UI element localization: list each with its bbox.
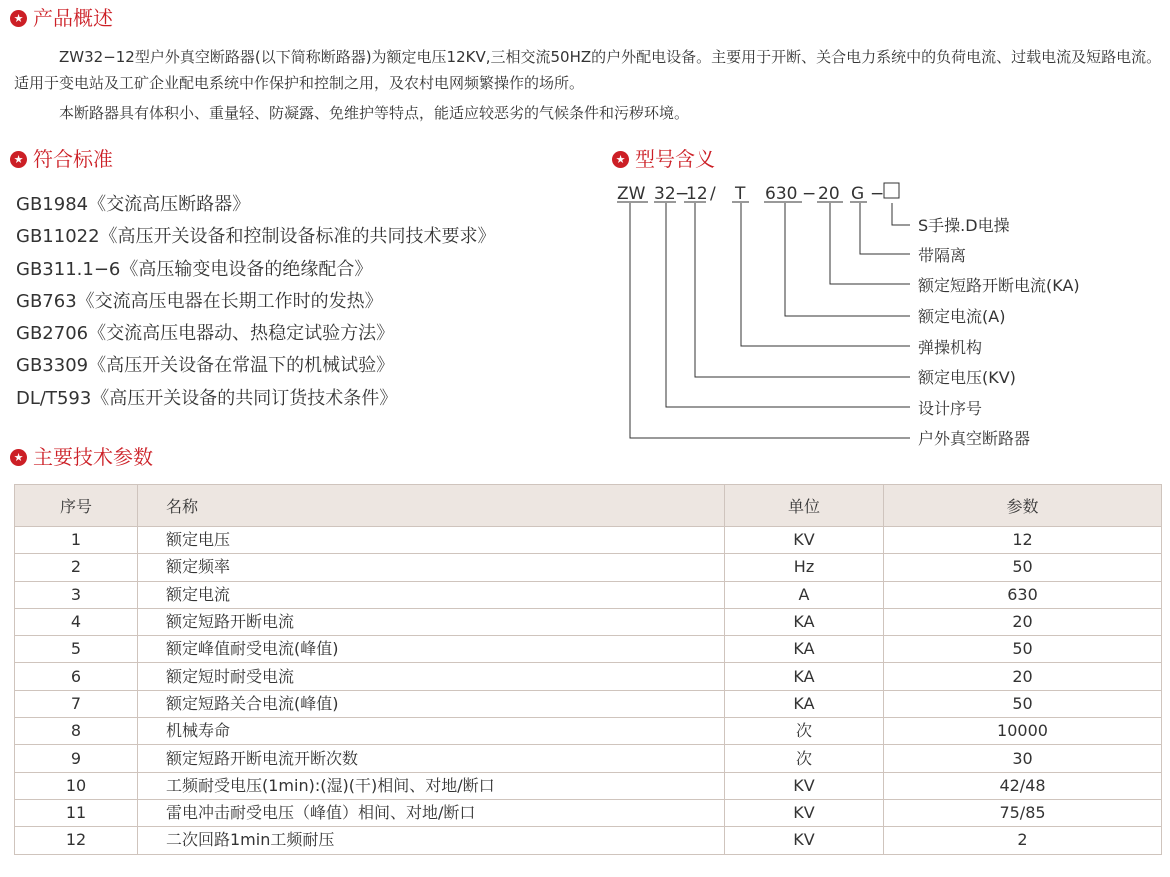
parameter-unit: KA bbox=[725, 636, 884, 663]
table-row bbox=[15, 772, 1162, 799]
parameter-name: 二次回路1min工频耐压 bbox=[138, 827, 725, 854]
table-row bbox=[15, 608, 1162, 635]
model-part: 12 bbox=[686, 184, 708, 204]
model-part: − bbox=[870, 184, 885, 204]
parameter-name: 额定频率 bbox=[138, 554, 725, 581]
row-number: 11 bbox=[15, 799, 138, 826]
parameter-value: 42/48 bbox=[884, 772, 1162, 799]
parameter-value: 50 bbox=[884, 636, 1162, 663]
column-header: 参数 bbox=[884, 485, 1162, 527]
model-label: 额定短路开断电流(KA) bbox=[918, 276, 1080, 295]
model-label: 额定电压(KV) bbox=[918, 368, 1016, 387]
parameter-unit: KV bbox=[725, 799, 884, 826]
parameter-name: 额定短时耐受电流 bbox=[138, 663, 725, 690]
standard-item: GB2706《交流高压电器动、热稳定试验方法》 bbox=[16, 323, 395, 345]
table-row bbox=[15, 799, 1162, 826]
model-part: T bbox=[735, 184, 746, 204]
table-row bbox=[15, 581, 1162, 608]
parameter-value: 2 bbox=[884, 827, 1162, 854]
star-icon: ★ bbox=[10, 151, 27, 168]
row-number: 12 bbox=[15, 827, 138, 854]
model-part: − bbox=[675, 184, 690, 204]
parameter-name: 额定短路关合电流(峰值) bbox=[138, 690, 725, 717]
row-number: 7 bbox=[15, 690, 138, 717]
parameter-unit: KA bbox=[725, 608, 884, 635]
parameter-unit: KV bbox=[725, 772, 884, 799]
model-label: S手操.D电操 bbox=[918, 216, 1010, 235]
standard-item: GB763《交流高压电器在长期工作时的发热》 bbox=[16, 290, 383, 312]
table-row bbox=[15, 745, 1162, 772]
parameter-name: 工频耐受电压(1min):(湿)(干)相间、对地/断口 bbox=[138, 772, 725, 799]
model-label: 设计序号 bbox=[918, 399, 983, 418]
parameter-value: 30 bbox=[884, 745, 1162, 772]
spec-table bbox=[14, 484, 1162, 855]
parameter-name: 额定峰值耐受电流(峰值) bbox=[138, 636, 725, 663]
parameter-value: 50 bbox=[884, 690, 1162, 717]
standard-item: DL/T593《高压开关设备的共同订货技术条件》 bbox=[16, 387, 398, 409]
standard-item: GB1984《交流高压断路器》 bbox=[16, 194, 251, 215]
model-part: − bbox=[802, 184, 817, 204]
option-box-icon bbox=[884, 183, 899, 198]
standards-list bbox=[16, 189, 496, 415]
model-heading bbox=[612, 144, 715, 174]
model-code-diagram bbox=[612, 176, 1132, 456]
row-number: 1 bbox=[15, 527, 138, 554]
row-number: 5 bbox=[15, 636, 138, 663]
row-number: 9 bbox=[15, 745, 138, 772]
overview-heading-text: 产品概述 bbox=[33, 6, 113, 30]
standards-heading bbox=[10, 144, 113, 174]
parameter-value: 20 bbox=[884, 663, 1162, 690]
parameter-unit: A bbox=[725, 581, 884, 608]
model-part: G bbox=[851, 184, 865, 204]
model-label: 额定电流(A) bbox=[918, 307, 1006, 326]
standard-item: GB3309《高压开关设备在常温下的机械试验》 bbox=[16, 355, 395, 377]
model-label: 弹操机构 bbox=[918, 338, 983, 357]
table-header-row bbox=[15, 485, 1162, 527]
overview-paragraph-1: ZW32−12型户外真空断路器(以下简称断路器)为额定电压12KV,三相交流50HZ的户外配电设备。主要用于开断、关合电力系统中的负荷电流、过载电流及短路电流。适用于变电站及工矿企业配电系统中作保护和控制之用，及农村电网频繁操作的场所。 bbox=[14, 48, 1162, 92]
model-part: ZW bbox=[617, 184, 646, 204]
table-row bbox=[15, 827, 1162, 854]
row-number: 2 bbox=[15, 554, 138, 581]
specs-heading bbox=[10, 442, 153, 472]
row-number: 6 bbox=[15, 663, 138, 690]
model-part: 630 bbox=[765, 184, 798, 204]
parameter-unit: KA bbox=[725, 690, 884, 717]
parameter-unit: 次 bbox=[725, 745, 884, 772]
table-row bbox=[15, 663, 1162, 690]
parameter-unit: KV bbox=[725, 527, 884, 554]
parameter-value: 75/85 bbox=[884, 799, 1162, 826]
parameter-unit: KA bbox=[725, 663, 884, 690]
parameter-name: 额定短路开断电流开断次数 bbox=[138, 745, 725, 772]
table-row bbox=[15, 690, 1162, 717]
column-header: 名称 bbox=[138, 485, 725, 527]
parameter-value: 12 bbox=[884, 527, 1162, 554]
parameter-name: 额定电流 bbox=[138, 581, 725, 608]
parameter-name: 额定短路开断电流 bbox=[138, 608, 725, 635]
model-part: 32 bbox=[654, 184, 676, 204]
star-icon: ★ bbox=[10, 449, 27, 466]
model-heading-text: 型号含义 bbox=[635, 147, 715, 171]
standard-item: GB311.1−6《高压输变电设备的绝缘配合》 bbox=[16, 258, 373, 280]
parameter-name: 雷电冲击耐受电压（峰值）相间、对地/断口 bbox=[138, 799, 725, 826]
parameter-value: 50 bbox=[884, 554, 1162, 581]
row-number: 10 bbox=[15, 772, 138, 799]
parameter-name: 额定电压 bbox=[138, 527, 725, 554]
model-label: 户外真空断路器 bbox=[918, 429, 1031, 448]
parameter-unit: 次 bbox=[725, 718, 884, 745]
row-number: 3 bbox=[15, 581, 138, 608]
overview-heading bbox=[10, 3, 113, 33]
parameter-name: 机械寿命 bbox=[138, 718, 725, 745]
table-row bbox=[15, 718, 1162, 745]
parameter-unit: KV bbox=[725, 827, 884, 854]
overview-paragraph-2: 本断路器具有体积小、重量轻、防凝露、免维护等特点，能适应较恶劣的气候条件和污秽环境。 bbox=[59, 104, 690, 122]
model-part: / bbox=[710, 184, 716, 204]
standard-item: GB11022《高压开关设备和控制设备标准的共同技术要求》 bbox=[16, 226, 496, 248]
parameter-value: 630 bbox=[884, 581, 1162, 608]
row-number: 8 bbox=[15, 718, 138, 745]
model-label: 带隔离 bbox=[918, 246, 967, 265]
column-header: 序号 bbox=[15, 485, 138, 527]
table-row bbox=[15, 636, 1162, 663]
table-row bbox=[15, 554, 1162, 581]
parameter-value: 10000 bbox=[884, 718, 1162, 745]
column-header: 单位 bbox=[725, 485, 884, 527]
star-icon: ★ bbox=[612, 151, 629, 168]
parameter-value: 20 bbox=[884, 608, 1162, 635]
specs-heading-text: 主要技术参数 bbox=[33, 445, 153, 469]
star-icon: ★ bbox=[10, 10, 27, 27]
row-number: 4 bbox=[15, 608, 138, 635]
parameter-unit: Hz bbox=[725, 554, 884, 581]
table-row bbox=[15, 527, 1162, 554]
standards-heading-text: 符合标准 bbox=[33, 147, 113, 171]
model-part: 20 bbox=[818, 184, 840, 204]
